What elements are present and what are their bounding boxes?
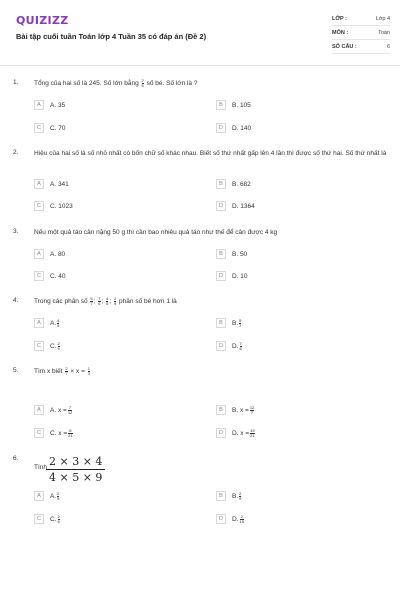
fraction xyxy=(58,342,60,351)
denominator: 9 xyxy=(57,345,60,351)
fraction xyxy=(114,297,116,306)
fraction xyxy=(57,492,59,501)
numerator: 7 xyxy=(68,404,72,410)
option-letter: A xyxy=(34,179,44,189)
question-number: 6. xyxy=(13,455,19,462)
meta-label: SỐ CÂU : xyxy=(332,43,357,50)
option-a[interactable] xyxy=(34,100,65,110)
option-letter: C xyxy=(34,341,44,351)
option-text: B. 50 xyxy=(232,250,248,258)
question-text-part: Tổng của hai số là 245. Số lớn bằng xyxy=(34,80,139,88)
option-a[interactable] xyxy=(34,491,60,501)
fraction xyxy=(98,297,100,306)
denominator: 21 xyxy=(250,432,255,438)
option-letter: D xyxy=(216,341,226,351)
question-text: Tính xyxy=(34,464,48,471)
expression-fraction xyxy=(46,455,105,484)
question-text-part: Trong các phân số xyxy=(34,298,88,306)
fraction xyxy=(68,406,72,415)
numerator: 5 xyxy=(90,296,93,301)
option-letter: D xyxy=(216,123,226,133)
option-letter: B xyxy=(216,318,226,328)
denominator: 6 xyxy=(98,301,101,306)
question-text: Hiệu của hai số là số nhỏ nhất có bốn chữ số khác nhau. Biết số thứ nhất gấp lên 4 lần thì được số thứ hai. Số thứ nhất là xyxy=(34,150,387,157)
denominator: 21 xyxy=(68,432,73,438)
denominator: 3 xyxy=(87,371,90,376)
option-letter: B xyxy=(216,100,226,110)
option-letter: C xyxy=(34,514,44,524)
option-letter: D xyxy=(216,271,226,281)
option-c[interactable] xyxy=(34,271,66,281)
option-letter: C xyxy=(34,271,44,281)
question-number: 3. xyxy=(13,228,19,235)
meta-label: LỚP : xyxy=(332,15,347,22)
option-text: C. xyxy=(50,342,57,350)
numerator: 6 xyxy=(69,427,72,433)
numerator: 7 xyxy=(98,296,101,301)
option-text: C. 1023 xyxy=(50,202,73,210)
numerator: 2 xyxy=(57,340,60,346)
question-text: Nếu một quả táo cân nặng 50 g thì cần bao nhiêu quả táo như thế để cân được 4 kg xyxy=(34,229,278,236)
denominator: 9 xyxy=(239,495,242,501)
option-letter: A xyxy=(34,405,44,415)
fraction xyxy=(239,492,241,501)
fraction xyxy=(57,319,59,328)
option-text: A. 80 xyxy=(50,250,66,258)
numerator: 7 xyxy=(239,340,242,346)
option-text: D. xyxy=(232,515,239,523)
option-b[interactable] xyxy=(216,405,255,415)
fraction xyxy=(240,342,242,351)
numerator: 2 xyxy=(141,78,144,83)
option-letter: B xyxy=(216,405,226,415)
numerator: 2 xyxy=(240,513,243,519)
option-b[interactable] xyxy=(216,491,242,501)
numerator: 2 xyxy=(239,490,242,496)
meta-box xyxy=(332,12,390,54)
numerator: 5 xyxy=(239,317,242,323)
option-text: D. x = xyxy=(232,429,250,437)
option-letter: D xyxy=(216,201,226,211)
option-text: C. 40 xyxy=(50,272,66,280)
fraction xyxy=(250,429,254,438)
denominator: 12 xyxy=(67,409,73,415)
meta-value: Toán xyxy=(378,29,390,36)
denominator: 7 xyxy=(90,301,93,306)
option-text: C. xyxy=(50,515,57,523)
question-text xyxy=(34,367,389,377)
question-text-part: × x = xyxy=(70,368,85,376)
option-text: A. 35 xyxy=(50,101,66,109)
option-d[interactable] xyxy=(216,514,245,524)
question-text xyxy=(34,79,389,89)
denominator: 4 × 5 × 9 xyxy=(49,471,103,484)
option-letter: B xyxy=(216,179,226,189)
denominator: 5 xyxy=(57,495,60,501)
meta-row-subject xyxy=(332,26,390,40)
meta-row-class xyxy=(332,12,390,26)
option-text: B. x = xyxy=(232,406,249,414)
fraction xyxy=(239,319,241,328)
denominator: 7 xyxy=(250,409,254,415)
option-c[interactable] xyxy=(34,123,66,133)
option-c[interactable] xyxy=(34,341,61,351)
option-letter: A xyxy=(34,491,44,501)
denominator: 7 xyxy=(65,371,68,376)
option-a[interactable] xyxy=(34,249,65,259)
question-number: 2. xyxy=(13,149,19,156)
option-text: B. xyxy=(232,319,239,327)
denominator: 6 xyxy=(57,518,60,524)
option-letter: C xyxy=(34,428,44,438)
option-letter: D xyxy=(216,514,226,524)
option-c[interactable] xyxy=(34,201,73,211)
fraction xyxy=(58,515,60,524)
numerator: 2 × 3 × 4 xyxy=(46,455,105,470)
option-d[interactable] xyxy=(216,341,243,351)
option-text: D. 1364 xyxy=(232,202,255,210)
option-d[interactable] xyxy=(216,428,256,438)
option-text: D. 10 xyxy=(232,272,248,280)
question-number: 1. xyxy=(13,79,19,86)
denominator: 9 xyxy=(114,301,117,306)
option-a[interactable] xyxy=(34,405,73,415)
option-letter: D xyxy=(216,428,226,438)
option-c[interactable] xyxy=(34,428,74,438)
numerator: 2 xyxy=(57,490,60,496)
numerator: 19 xyxy=(250,427,255,433)
numerator: 12 xyxy=(249,404,255,410)
question-text: Trong các phân số $\frac{5}{7}$ ; $\frac{7}{6}$ ; $\frac{4}{5}$ ; $\frac{2}{9}$ phân số bé hơn 1 là xyxy=(34,296,177,306)
denominator: 6 xyxy=(239,345,242,351)
question-text-part: Tìm x biết xyxy=(34,368,63,376)
fraction xyxy=(250,406,254,415)
option-letter: B xyxy=(216,249,226,259)
option-text: C. x = xyxy=(50,429,68,437)
question-text-part: số bé. Số lớn là ? xyxy=(146,80,198,88)
numerator: 1 xyxy=(87,366,90,371)
denominator: 5 xyxy=(141,83,144,88)
denominator: 15 xyxy=(239,518,244,524)
option-letter: B xyxy=(216,491,226,501)
option-d[interactable] xyxy=(216,123,251,133)
question-number: 5. xyxy=(13,367,19,374)
fraction xyxy=(65,367,67,376)
option-text: A. xyxy=(50,319,57,327)
option-letter: C xyxy=(34,123,44,133)
option-b[interactable] xyxy=(216,318,242,328)
option-b[interactable] xyxy=(216,249,247,259)
numerator: 2 xyxy=(57,513,60,519)
option-text: D. 140 xyxy=(232,124,252,132)
option-text: D. xyxy=(232,342,239,350)
fraction xyxy=(240,515,244,524)
option-d[interactable] xyxy=(216,201,255,211)
numerator: 2 xyxy=(65,366,68,371)
option-d[interactable] xyxy=(216,271,248,281)
meta-value: Lớp 4 xyxy=(375,15,390,22)
option-letter: A xyxy=(34,318,44,328)
question-text-part: phân số bé hơn 1 là xyxy=(119,298,177,306)
option-text: B. 105 xyxy=(232,101,251,109)
fraction xyxy=(88,367,90,376)
fraction xyxy=(142,79,144,88)
option-text: B. xyxy=(232,492,239,500)
option-text: B. 682 xyxy=(232,180,251,188)
worksheet-title: Bài tập cuối tuần Toán lớp 4 Tuần 35 có đáp án (Đề 2) xyxy=(16,32,207,41)
option-c[interactable] xyxy=(34,514,61,524)
quizizz-logo: QUIZIZZ xyxy=(16,14,69,27)
option-a[interactable] xyxy=(34,179,69,189)
meta-value: 6 xyxy=(386,43,390,50)
fraction xyxy=(106,297,108,306)
option-letter: A xyxy=(34,249,44,259)
meta-row-count xyxy=(332,40,390,54)
option-b[interactable] xyxy=(216,179,251,189)
fraction xyxy=(90,297,92,306)
question-number: 4. xyxy=(13,297,19,304)
numerator: 4 xyxy=(57,317,60,323)
meta-label: MÔN : xyxy=(332,29,349,36)
option-text: A. xyxy=(50,492,57,500)
denominator: 5 xyxy=(106,301,109,306)
denominator: 7 xyxy=(239,322,242,328)
fraction xyxy=(68,429,72,438)
numerator: 4 xyxy=(106,296,109,301)
numerator: 2 xyxy=(114,296,117,301)
denominator: 5 xyxy=(57,322,60,328)
option-text: C. 70 xyxy=(50,124,66,132)
option-letter: C xyxy=(34,201,44,211)
option-letter: A xyxy=(34,100,44,110)
option-text: A. 341 xyxy=(50,180,69,188)
header xyxy=(0,0,400,66)
option-text: A. x = xyxy=(50,406,67,414)
option-b[interactable] xyxy=(216,100,251,110)
option-a[interactable] xyxy=(34,318,60,328)
